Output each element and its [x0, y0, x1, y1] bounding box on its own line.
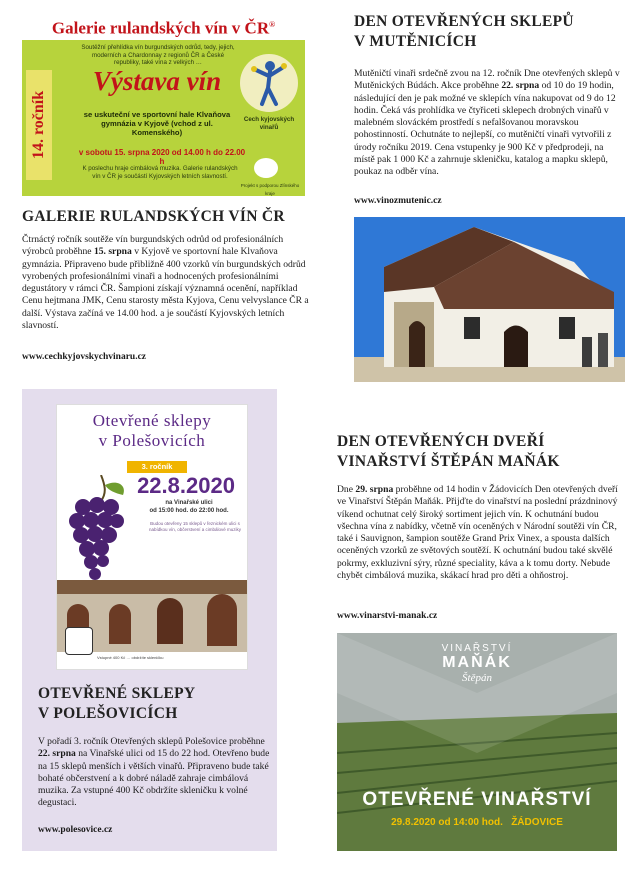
polesovice-poster-rocnik: 3. ročník: [127, 461, 187, 473]
mutenice-body: Mutěničtí vinaři srdečně zvou na 12. ročník Dne otevřených sklepů v Mutěnických Búdách. Akce proběhne 22. srpna od 10 do 19 hodin, následující den je pak možné ve sklepích vína nakupovat od 9 do 12 hodin. Čeká vás prohlídka ve čtyřiceti sklepech drobných vinařů v malebném slováckém prostředí s nefalšovanou moravskou pohostinností. Ochutnáte to nejlepší, co mutěničtí vinaři vytvořili z úrody ročníku 2019. Cena vstupenky je 900 Kč v předprodeji, na místě pak 1 000 Kč a zahrnuje skleničku, katalog a mapku sklepů, poukaz na odběr vína.: [354, 68, 620, 178]
galerie-poster-title: Galerie rulandských vín v ČR®: [22, 10, 305, 40]
galerie-poster-footer: K poslechu hraje cimbálová muzika. Galerie rulandských vín v ČR je součástí Kyjovských letních slavností.: [82, 165, 238, 180]
polesovice-poster-date: 22.8.2020: [137, 473, 235, 498]
galerie-poster-info: se uskuteční ve sportovní hale Klvaňova gymnázia v Kyjově (vchod z ul. Komenského): [83, 110, 231, 137]
dancing-figure-icon: [240, 54, 298, 112]
manak-vineyard-photo: [337, 633, 617, 851]
galerie-poster-date: v sobotu 15. srpna 2020 od 14.00 h do 22.00 h: [78, 148, 246, 166]
region-logo-icon: [254, 158, 278, 178]
polesovice-poster-note: Budou otevřeny 15 sklepů v řeznickém ulici s nabídkou vín, občerstvení a cimbálové muziky: [148, 521, 242, 532]
mutenice-heading: DEN OTEVŘENÝCH SKLEPŮ V MUTĚNICÍCH: [354, 13, 574, 50]
polesovice-crest-icon: [65, 627, 93, 655]
polesovice-poster-where: na Vinařské ulici od 15:00 hod. do 22:00 hod.: [149, 500, 229, 514]
polesovice-url-link[interactable]: www.polesovice.cz: [38, 825, 113, 835]
galerie-url-link[interactable]: www.cechkyjovskychvinaru.cz: [22, 352, 147, 362]
polesovice-poster-image: [56, 404, 248, 670]
manak-photo-date: 29.8.2020 od 14:00 hod. ŽÁDOVICE: [391, 817, 563, 828]
manak-brand-logo: VINAŘSTVÍ MAŇÁK Štěpán: [441, 643, 513, 684]
galerie-poster-headline: Výstava vín: [92, 66, 222, 96]
mutenice-url-link[interactable]: www.vinozmutenic.cz: [354, 196, 442, 206]
manak-heading: DEN OTEVŘENÝCH DVEŘÍ VINAŘSTVÍ ŠTĚPÁN MAŇÁK: [337, 433, 560, 470]
mutenice-cellar-photo: [354, 217, 625, 382]
galerie-heading: GALERIE RULANDSKÝCH VÍN ČR: [22, 208, 285, 225]
manak-body: Dne 29. srpna proběhne od 14 hodin v Žádovicích Den otevřených dveří ve Vinařství Štěpán Maňák. Přijďte do vinařství na poslední prázdninový víkend ochutnat celý široký sortiment jejich vín. K ochutnání budou všechna vína z nabídky, včetně vín oceněných v Národní soutěži vín ČR, také i Sauvignon, šampion soutěže Grand Prix Vinex, a spousta dalších oceněných vzorků ze světových soutěží. K ochutnání budou také skvělé pokrmy, exkluzivní sýry, různé speciality, káva a k tomu dorty. Nebude chybět cimbálová muzika, skákací hrad pro děti a ohňostroj.: [337, 484, 618, 582]
galerie-poster-rocnik: 14. ročník: [26, 70, 52, 180]
polesovice-body: V pořadí 3. ročník Otevřených sklepů Polešovice proběhne 22. srpna na Vinařské ulici od 15 do 22 hod. Otevřeno bude na 15 sklepů menších i větších vinařů. Připraveno bude také bohaté občerstvení a k dobré náladě zahraje cimbálová muzika. Za vstupné 400 Kč obdržíte skleničku k volné degustaci.: [38, 736, 270, 809]
polesovice-poster-title: Otevřené sklepy v Polešovicích: [92, 411, 212, 450]
cech-logo-circle: [240, 54, 298, 112]
galerie-poster-sponsor: Projekt s podporou Zlínského kraje: [240, 183, 300, 196]
galerie-body: Čtrnáctý ročník soutěže vín burgundských odrůd od profesionálních výrobců proběhne 15. srpna v Kyjově ve sportovní hale Klvaňova gymnázia. Připraveno bude přibližně 400 vzorků vín burgundských odrůd vyrobených profesionálními vinaři a hodnocených profesionálními degustátory v rámci ČR. Šampioni získají významná ocenění, například Cenu hejtmana JMK, Cenu starosty města Kyjova, Cenu velvyslance ČR a další. Výstava začíná ve 14.00 hod. a je součástí Kyjovských letních slavností.: [22, 234, 309, 332]
polesovice-heading: OTEVŘENÉ SKLEPY V POLEŠOVICÍCH: [38, 685, 196, 722]
galerie-poster-intro: Soutěžní přehlídka vín burgundských odrůd, tedy, jejich, moderních a Chardonnay z regionů ČR a České republiky, také vína z velkých …: [81, 44, 235, 66]
polesovice-poster-footer: Vstupné 400 Kč … obdržíte skleničku: [97, 655, 164, 660]
galerie-poster-image: [22, 10, 305, 196]
manak-photo-title: OTEVŘENÉ VINAŘSTVÍ: [362, 789, 592, 810]
manak-url-link[interactable]: www.vinarstvi-manak.cz: [337, 611, 438, 621]
galerie-poster-logo-caption: Cech kyjovských vinařů: [243, 116, 295, 131]
